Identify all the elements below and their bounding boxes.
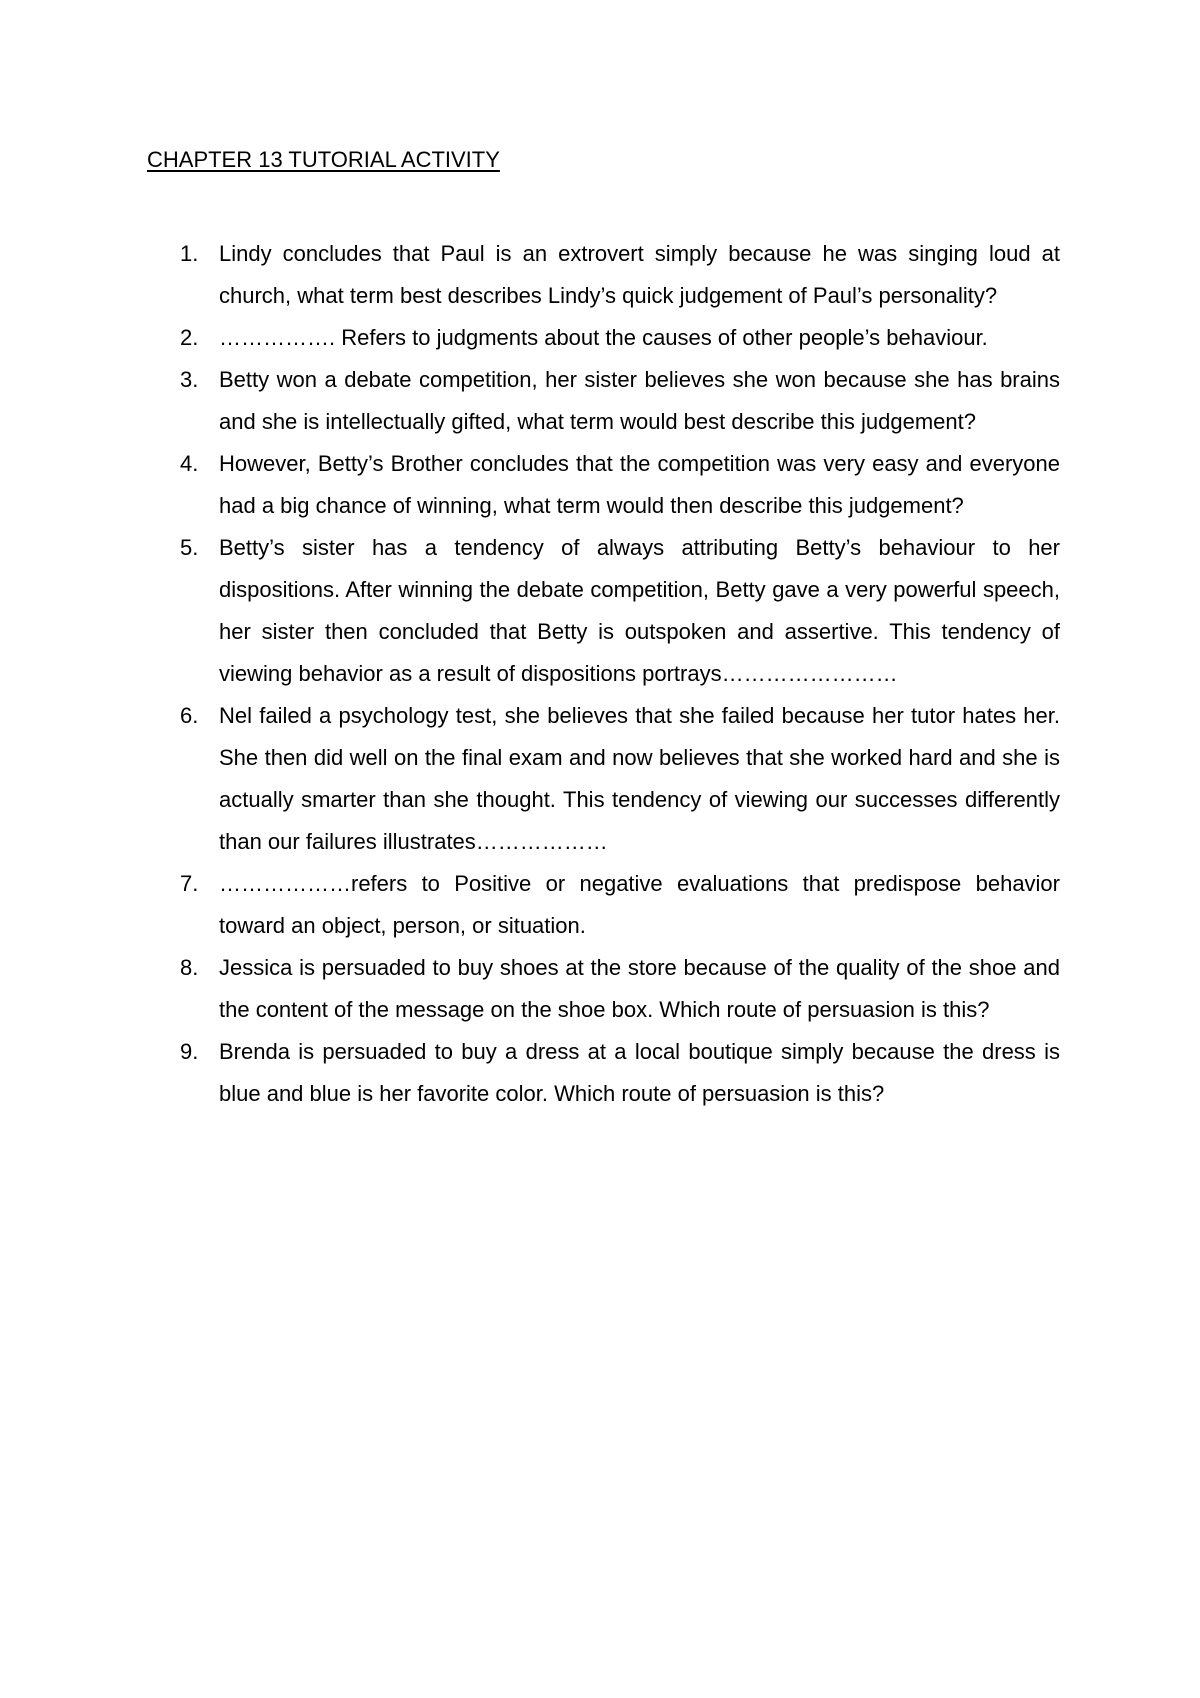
question-text: Lindy concludes that Paul is an extrovert simply because he was singing loud at church, what term best describes Lindy’s quick judgement of Paul’s personality? [219, 241, 1060, 308]
question-number: 4. [180, 451, 199, 476]
question-number: 5. [180, 535, 199, 560]
question-number: 1. [180, 241, 199, 266]
question-item [0, 317, 1060, 359]
question-text: Nel failed a psychology test, she believes that she failed because her tutor hates her. She then did well on the final exam and now believes that she worked hard and she is actually smarter than she thought. This tendency of viewing our successes differently than our failures illustrates……………… [219, 703, 1060, 854]
question-item [0, 443, 1060, 527]
question-text: However, Betty’s Brother concludes that the competition was very easy and everyone had a big chance of winning, what term would then describe this judgement? [219, 451, 1060, 518]
question-item [0, 359, 1060, 443]
question-text: Jessica is persuaded to buy shoes at the store because of the quality of the shoe and the content of the message on the shoe box. Which route of persuasion is this? [219, 955, 1060, 1022]
question-item [0, 233, 1060, 317]
question-number: 8. [180, 955, 199, 980]
question-text: ……………. Refers to judgments about the causes of other people’s behaviour. [219, 325, 988, 350]
question-text: ………………refers to Positive or negative evaluations that predispose behavior toward an object, person, or situation. [219, 871, 1060, 938]
question-number: 3. [180, 367, 199, 392]
question-number: 2. [180, 325, 199, 350]
question-text: Betty’s sister has a tendency of always attributing Betty’s behaviour to her dispositions. After winning the debate competition, Betty gave a very powerful speech, her sister then concluded that Betty is outspoken and assertive. This tendency of viewing behavior as a result of dispositions portrays…………………… [219, 535, 1060, 686]
question-item [0, 1031, 1060, 1115]
page-title: CHAPTER 13 TUTORIAL ACTIVITY [147, 147, 500, 172]
question-item [0, 863, 1060, 947]
question-text: Betty won a debate competition, her sister believes she won because she has brains and she is intellectually gifted, what term would best describe this judgement? [219, 367, 1060, 434]
question-number: 6. [180, 703, 199, 728]
question-item [0, 527, 1060, 695]
question-item [0, 947, 1060, 1031]
question-list [0, 233, 1200, 1115]
question-number: 9. [180, 1039, 199, 1064]
question-text: Brenda is persuaded to buy a dress at a local boutique simply because the dress is blue and blue is her favorite color. Which route of persuasion is this? [219, 1039, 1060, 1106]
question-number: 7. [180, 871, 199, 896]
question-item [0, 695, 1060, 863]
